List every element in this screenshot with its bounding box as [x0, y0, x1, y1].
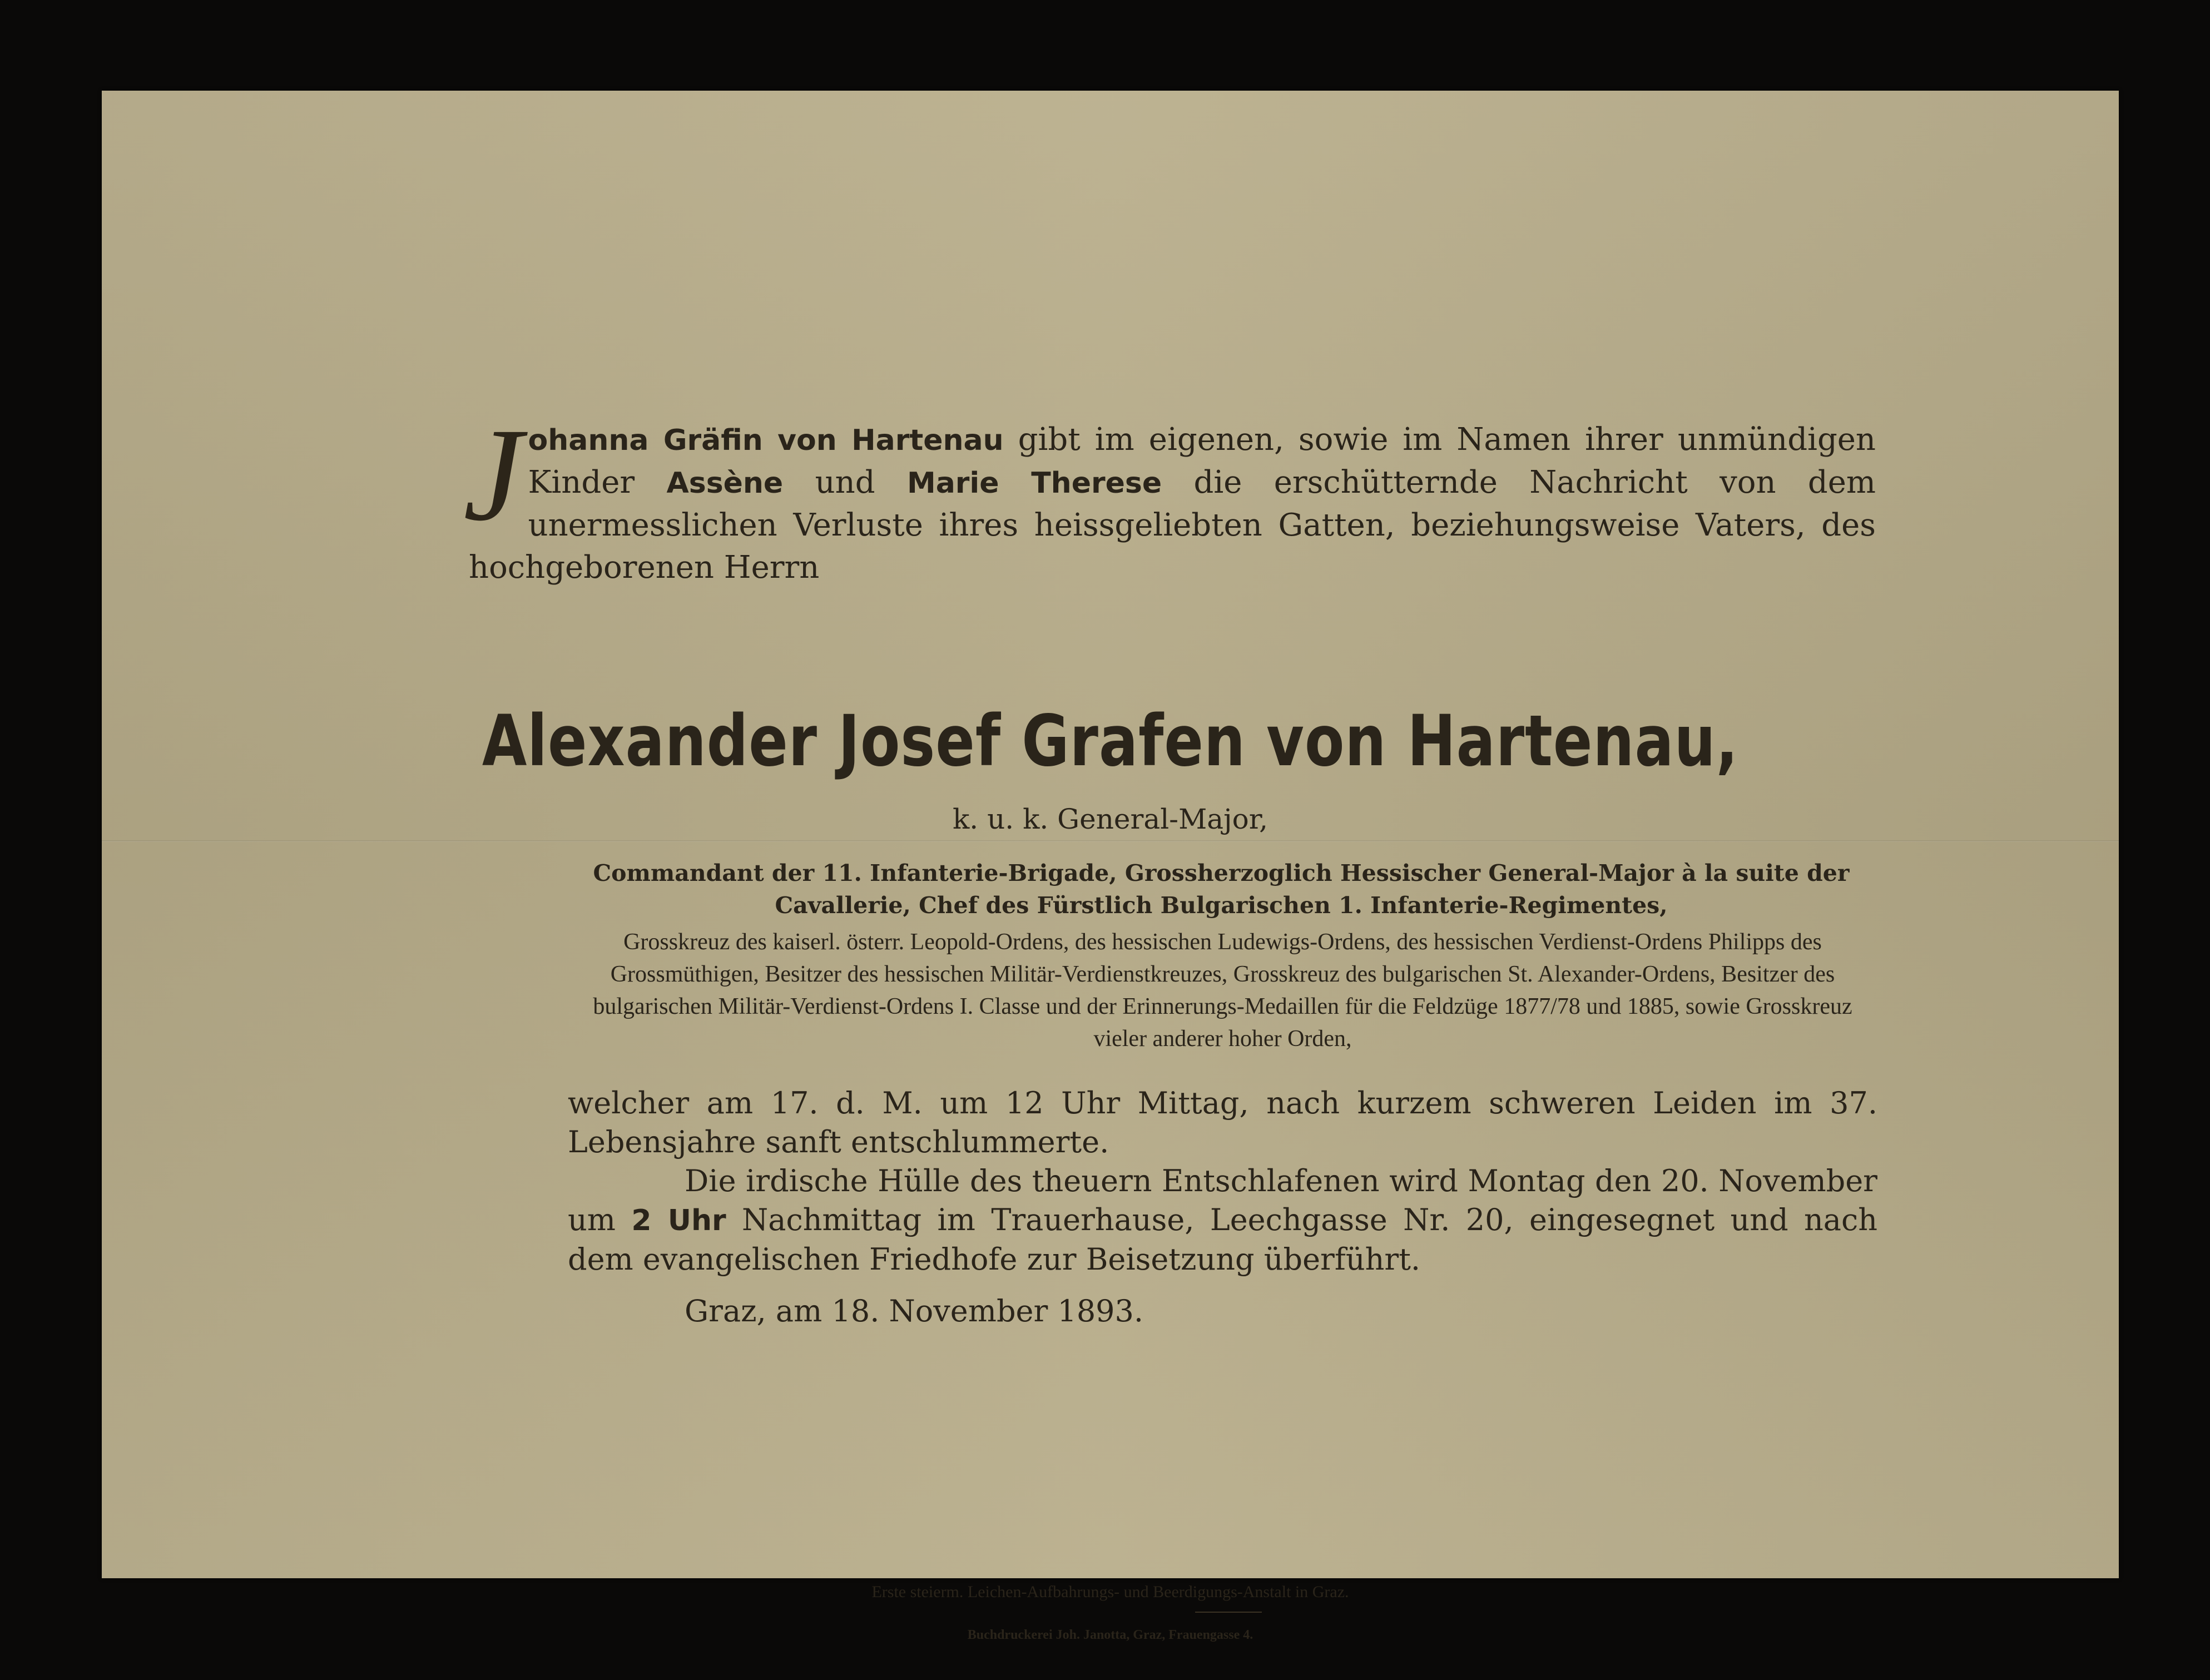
undertaker-imprint: Erste steierm. Leichen-Aufbahrungs- und Beerdigungs-Anstalt in Graz. — [871, 1583, 1349, 1601]
deceased-name: Alexander Josef Grafen von Hartenau, — [482, 699, 1739, 782]
and-word: und — [783, 464, 907, 500]
funeral-time: 2 Uhr — [631, 1204, 726, 1237]
child-name-2: Marie Therese — [906, 467, 1162, 500]
deceased-orders: Grosskreuz des kaiserl. österr. Leopold-Ordens, des hessischen Ludewigs-Ordens, des hessischen Verdienst-Ordens Philipps des Grossmüthigen, Besitzer des hessischen Militär-Verdienstkreuzes, Grosskreuz des bulgarischen St. Alexander-Ordens, Besitzer des bulgarischen Militär-Verdienst-Ordens I. Classe und der Erinnerungs-Medaillen für die Feldzüge 1877/78 und 1885, sowie Grosskreuz vieler anderer hoher Orden, — [593, 929, 1852, 1052]
funeral-paragraph — [568, 1162, 1877, 1279]
notice-content — [102, 91, 2119, 1642]
funeral-text-1: Die irdische Hülle des theuern Entschlafenen wird Montag den 20. November um — [568, 1163, 1877, 1237]
deceased-rank: k. u. k. General-Major, — [953, 803, 1268, 835]
funeral-text-2: Nachmittag im Trauerhause, Leechgasse Nr. 20, eingesegnet und nach dem evangelischen Friedhofe zur Beisetzung überführt. — [568, 1202, 1877, 1277]
ornamental-initial: J — [463, 400, 523, 548]
death-paragraph: welcher am 17. d. M. um 12 Uhr Mittag, nach kurzem schweren Leiden im 37. Lebensjahre sanft entschlummerte. — [568, 1086, 1877, 1159]
printer-imprint: Buchdruckerei Joh. Janotta, Graz, Frauengasse 4. — [967, 1628, 1253, 1642]
footer-divider — [1195, 1612, 1262, 1613]
announcement-text-2: die erschütternde Nachricht von dem unermesslichen Verluste ihres heissgeliebten Gatten, beziehungsweise Vaters, des hochgeborenen Herrn — [469, 464, 1876, 586]
place-and-date: Graz, am 18. November 1893. — [685, 1294, 1144, 1329]
child-name-1: Assène — [666, 467, 784, 500]
announcement-paragraph — [463, 400, 1876, 589]
death-and-funeral-text — [568, 1084, 1877, 1279]
deceased-commands: Commandant der 11. Infanterie-Brigade, Grossherzoglich Hessischer General-Major à la suite der Cavallerie, Chef des Fürstlich Bulgarischen 1. Infanterie-Regimentes, — [593, 860, 1850, 919]
announcement-text-1: gibt im eigenen, sowie im Namen ihrer unmündigen Kinder — [528, 422, 1876, 500]
death-notice-sheet — [102, 91, 2119, 1642]
widow-name: ohanna Gräfin von Hartenau — [528, 424, 1004, 457]
